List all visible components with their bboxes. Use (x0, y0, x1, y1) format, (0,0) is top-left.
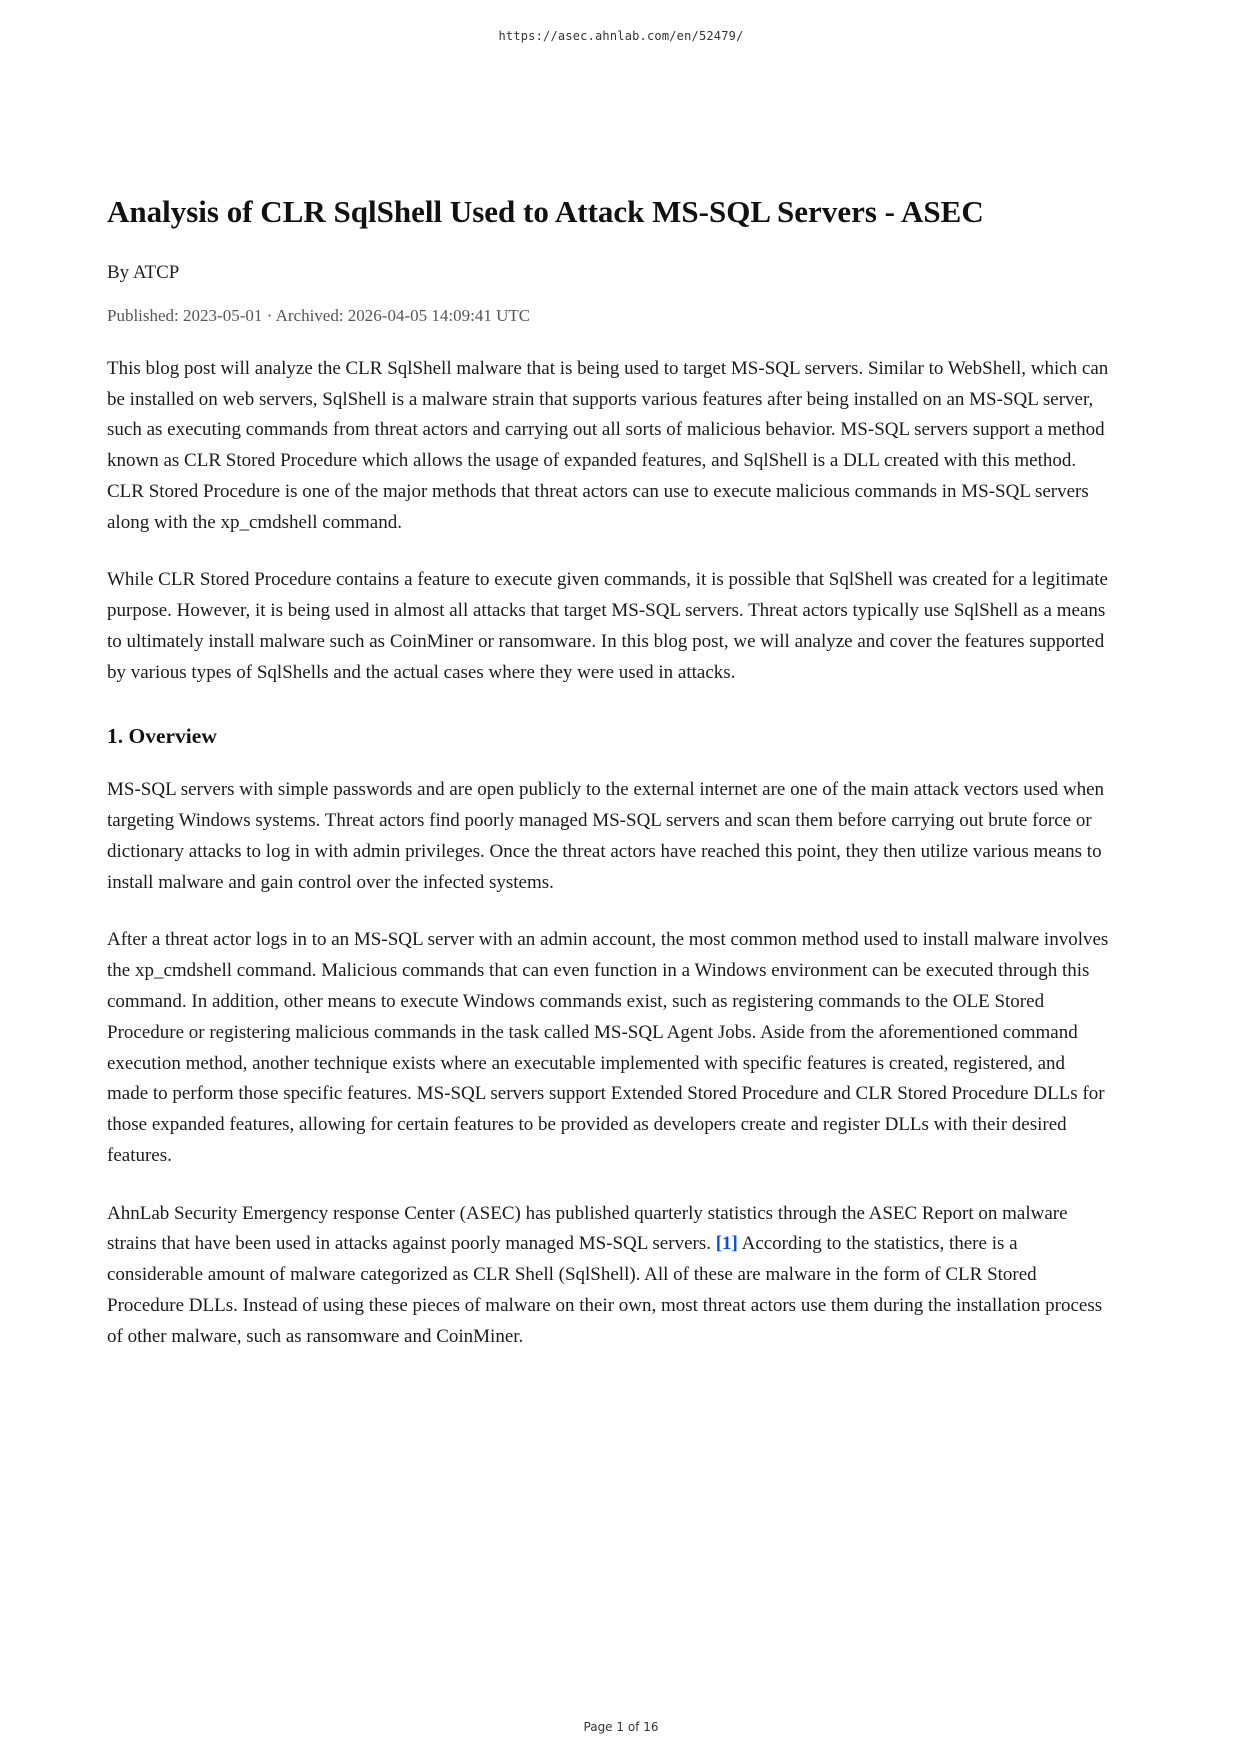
section-heading-overview: 1. Overview (107, 724, 217, 749)
reference-link-1[interactable]: [1] (715, 1233, 738, 1255)
byline: By ATCP (107, 261, 180, 283)
paragraph-overview-3 (107, 1199, 1110, 1353)
paragraph-overview-1: MS-SQL servers with simple passwords and are open publicly to the external internet are one of the main attack vectors used when targeting Windows systems. Threat actors find poorly managed MS-SQL servers and scan them before carrying out brute force or dictionary attacks to log in with admin privileges. Once the threat actors have reached this point, they then utilize various means to install malware and gain control over the infected systems. (107, 779, 1105, 893)
article-title: Analysis of CLR SqlShell Used to Attack MS-SQL Servers - ASEC (107, 194, 984, 229)
paragraph-overview-3-text-before: AhnLab Security Emergency response Center (ASEC) has published quarterly statistics through the ASEC Report on malware strains that have been used in attacks against poorly managed MS-SQL servers. (107, 1202, 1068, 1255)
paragraph-intro-1: This blog post will analyze the CLR SqlShell malware that is being used to target MS-SQL servers. Similar to WebShell, which can be installed on web servers, SqlShell is a malware strain that supports various features after being installed on an MS-SQL server, such as executing commands from threat actors and carrying out all sorts of malicious behavior. MS-SQL servers support a method known as CLR Stored Procedure which allows the usage of expanded features, and SqlShell is a DLL created with this method. CLR Stored Procedure is one of the major methods that threat actors can use to execute malicious commands in MS-SQL servers along with the xp_cmdshell command. (107, 357, 1109, 533)
page-url: https://asec.ahnlab.com/en/52479/ (498, 29, 744, 43)
paragraph-overview-2: After a threat actor logs in to an MS-SQL server with an admin account, the most common method used to install malware involves the xp_cmdshell command. Malicious commands that can even function in a Windows environment can be executed through this command. In addition, other means to execute Windows commands exist, such as registering commands to the OLE Stored Procedure or registering malicious commands in the task called MS-SQL Agent Jobs. Aside from the aforementioned command execution method, another technique exists where an executable implemented with specific features is created, registered, and made to perform those specific features. MS-SQL servers support Extended Stored Procedure and CLR Stored Procedure DLLs for those expanded features, allowing for certain features to be provided as developers create and register DLLs with their desired features. (107, 929, 1109, 1166)
publish-meta: Published: 2023-05-01 · Archived: 2026-04-05 14:09:41 UTC (107, 305, 531, 325)
paragraph-overview-3-text-after: According to the statistics, there is a considerable amount of malware categorized as CLR Shell (SqlShell). All of these are malware in the form of CLR Stored Procedure DLLs. Instead of using these pieces of malware on their own, most threat actors use them during the installation process of other malware, such as ransomware and CoinMiner. (107, 1233, 1103, 1347)
print-header (0, 0, 1242, 45)
page-footer: Page 1 of 16 (583, 1720, 659, 1734)
paragraph-intro-2: While CLR Stored Procedure contains a feature to execute given commands, it is possible that SqlShell was created for a legitimate purpose. However, it is being used in almost all attacks that target MS-SQL servers. Threat actors typically use SqlShell as a means to ultimately install malware such as CoinMiner or ransomware. In this blog post, we will analyze and cover the features supported by various types of SqlShells and the actual cases where they were used in attacks. (107, 569, 1108, 683)
article-body (0, 193, 1242, 1352)
